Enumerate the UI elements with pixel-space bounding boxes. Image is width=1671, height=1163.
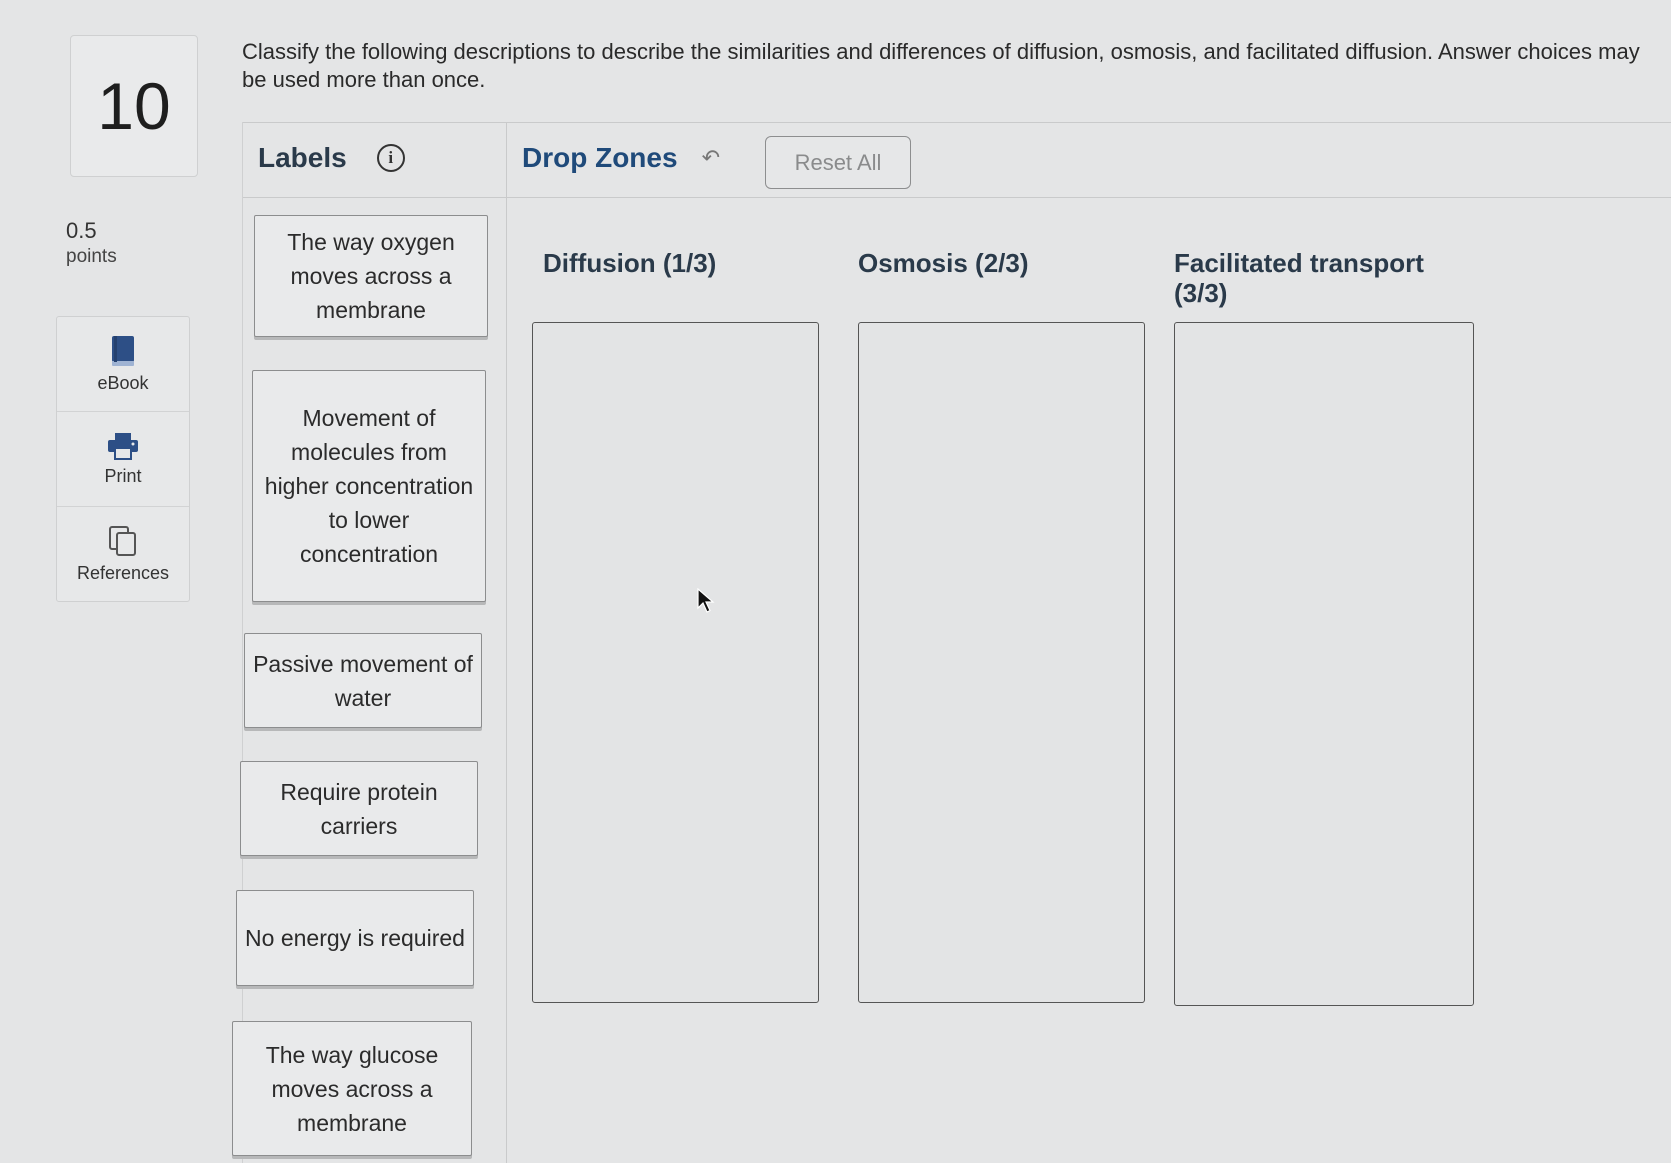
label-card-concentration[interactable]: Movement of molecules from higher concentration to lower concentration [252, 370, 486, 602]
drop-zone-osmosis[interactable] [858, 322, 1145, 1003]
book-icon [110, 335, 136, 367]
drop-zone-facilitated-transport[interactable] [1174, 322, 1474, 1006]
points-value: 0.5 [66, 218, 97, 243]
printer-icon [107, 432, 139, 460]
reset-all-button[interactable]: Reset All [765, 136, 911, 189]
info-icon[interactable]: i [377, 144, 405, 172]
labels-left-border [242, 122, 243, 1163]
undo-arrow-icon[interactable]: ↶ [701, 145, 720, 170]
zone-title-osmosis: Osmosis (2/3) [858, 248, 1029, 278]
drop-zones-header [522, 142, 720, 174]
labels-column-divider [506, 122, 507, 1163]
copy-icon [108, 525, 138, 557]
labels-title: Labels [258, 142, 347, 173]
label-card-glucose[interactable]: The way glucose moves across a membrane [232, 1021, 472, 1156]
references-label: References [76, 563, 170, 583]
print-label: Print [104, 465, 142, 486]
ebook-label: eBook [97, 372, 149, 393]
label-card-no-energy[interactable]: No energy is required [236, 890, 474, 986]
mouse-cursor-icon [697, 588, 715, 614]
references-button[interactable] [57, 507, 189, 602]
question-number: 10 [70, 35, 198, 177]
points-label: points [66, 246, 117, 267]
zone-title-diffusion: Diffusion (1/3) [543, 248, 717, 278]
ebook-button[interactable] [57, 317, 189, 412]
drop-zones-title: Drop Zones [522, 142, 678, 173]
tools-panel [56, 316, 190, 602]
label-card-oxygen[interactable]: The way oxygen moves across a membrane [254, 215, 488, 337]
panel-header-divider [242, 197, 1671, 198]
labels-header [258, 142, 405, 174]
panel-top-divider [242, 122, 1671, 123]
label-card-protein-carriers[interactable]: Require protein carriers [240, 761, 478, 856]
drop-zone-diffusion[interactable] [532, 322, 819, 1003]
label-card-water[interactable]: Passive movement of water [244, 633, 482, 728]
question-prompt: Classify the following descriptions to describe the similarities and differences of diffusion, osmosis, and facilitated diffusion. Answer choices may be used more than once. [242, 39, 1640, 92]
print-button[interactable] [57, 412, 189, 507]
points-info [66, 218, 117, 268]
zone-title-facilitated-transport: Facilitated transport (3/3) [1174, 248, 1424, 308]
